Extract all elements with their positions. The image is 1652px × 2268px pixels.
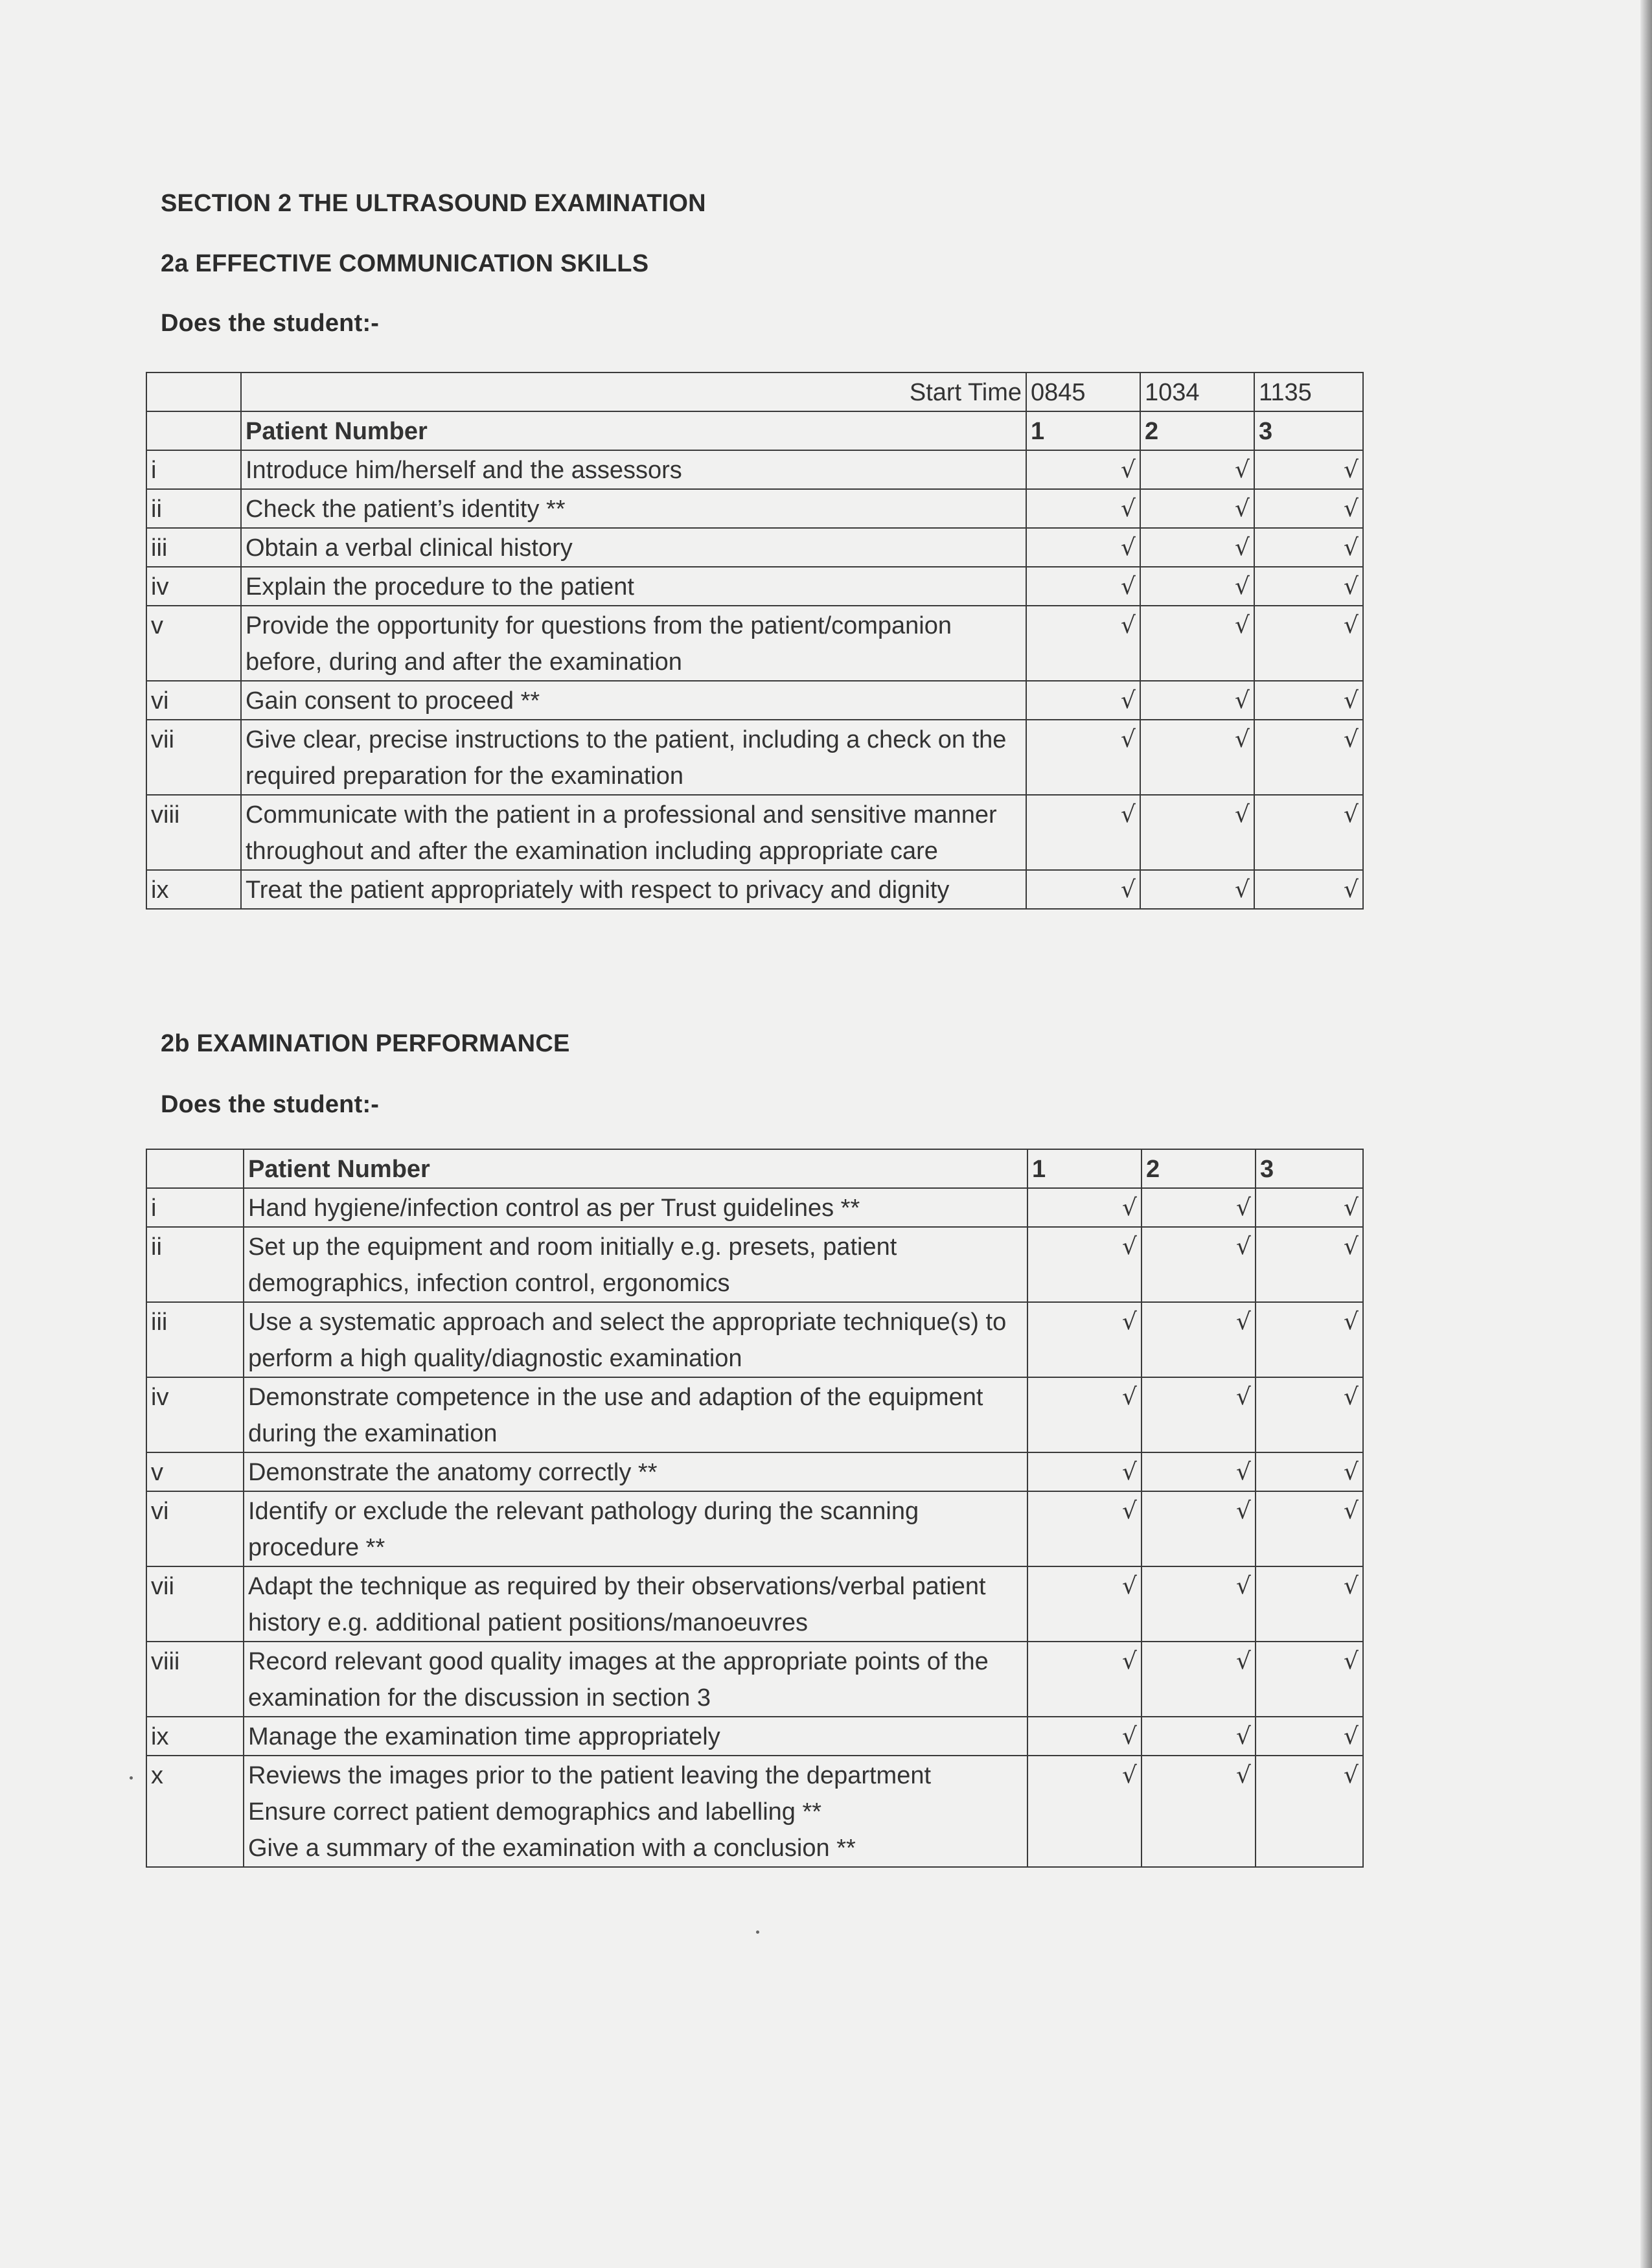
check-mark: √ [1256,1227,1363,1302]
check-mark: √ [1027,1377,1141,1452]
check-mark: √ [1254,681,1363,720]
criterion-text: Manage the examination time appropriately [244,1717,1027,1756]
check-mark: √ [1141,1377,1256,1452]
check-mark: √ [1026,795,1140,870]
check-mark: √ [1141,1302,1256,1377]
criterion-text: Set up the equipment and room initially e.g. presets, patient demographics, infection control, ergonomics [244,1227,1027,1302]
check-mark: √ [1026,681,1140,720]
criterion-subline: Ensure correct patient demographics and labelling ** [248,1798,822,1826]
row-number: iii [146,528,241,567]
criterion-text: Demonstrate the anatomy correctly ** [244,1452,1027,1491]
criterion-text: Hand hygiene/infection control as per Trust guidelines ** [244,1188,1027,1227]
blank-cell [146,411,241,450]
check-mark: √ [1254,606,1363,681]
criterion-text: Demonstrate competence in the use and adaption of the equipment during the examination [244,1377,1027,1452]
patient-number-row [146,411,1363,450]
check-mark: √ [1256,1756,1363,1867]
criterion-row [146,1188,1363,1227]
check-mark: √ [1026,489,1140,528]
check-mark: √ [1141,1227,1256,1302]
patient-number-3: 3 [1256,1149,1363,1188]
patient-number-2: 2 [1140,411,1254,450]
criterion-row [146,1491,1363,1566]
start-time-3: 1135 [1254,372,1363,411]
check-mark: √ [1140,681,1254,720]
check-mark: √ [1256,1717,1363,1756]
row-number: iv [146,567,241,606]
check-mark: √ [1256,1491,1363,1566]
patient-number-label: Patient Number [244,1149,1027,1188]
check-mark: √ [1140,567,1254,606]
check-mark: √ [1026,720,1140,795]
check-mark: √ [1140,870,1254,909]
blank-cell [146,372,241,411]
check-mark: √ [1141,1188,1256,1227]
criterion-text: Obtain a verbal clinical history [241,528,1026,567]
check-mark: √ [1027,1642,1141,1717]
row-number: x [146,1756,244,1867]
stray-mark [130,1776,133,1780]
criterion-text: Give clear, precise instructions to the patient, including a check on the required preparation for the examination [241,720,1026,795]
criterion-cell [244,1756,1027,1867]
part-a-prompt: Does the student:- [161,310,380,337]
criterion-text: Use a systematic approach and select the appropriate technique(s) to perform a high quality/diagnostic examination [244,1302,1027,1377]
criterion-row [146,528,1363,567]
check-mark: √ [1140,489,1254,528]
part-a-title: 2a EFFECTIVE COMMUNICATION SKILLS [161,250,649,277]
criterion-row [146,1302,1363,1377]
criterion-text: Communicate with the patient in a professional and sensitive manner throughout and after the examination including appropriate care [241,795,1026,870]
check-mark: √ [1141,1491,1256,1566]
row-number: vi [146,1491,244,1566]
check-mark: √ [1141,1642,1256,1717]
criterion-row [146,1566,1363,1642]
page-edge-shadow [1640,0,1652,2268]
criterion-text: Provide the opportunity for questions from the patient/companion before, during and after the examination [241,606,1026,681]
row-number: viii [146,1642,244,1717]
part-b-prompt: Does the student:- [161,1091,380,1118]
criterion-text: Adapt the technique as required by their observations/verbal patient history e.g. additional patient positions/manoeuvres [244,1566,1027,1642]
criterion-row [146,567,1363,606]
row-number: iv [146,1377,244,1452]
criterion-text: Identify or exclude the relevant pathology during the scanning procedure ** [244,1491,1027,1566]
check-mark: √ [1027,1188,1141,1227]
row-number: v [146,1452,244,1491]
criterion-text: Explain the procedure to the patient [241,567,1026,606]
criterion-row [146,795,1363,870]
criterion-text: Treat the patient appropriately with respect to privacy and dignity [241,870,1026,909]
row-number: iii [146,1302,244,1377]
criterion-row [146,1756,1363,1867]
part-b-title: 2b EXAMINATION PERFORMANCE [161,1030,570,1057]
criterion-text: Record relevant good quality images at the appropriate points of the examination for the discussion in section 3 [244,1642,1027,1717]
row-number: ix [146,870,241,909]
check-mark: √ [1140,720,1254,795]
check-mark: √ [1256,1377,1363,1452]
criterion-text: Check the patient’s identity ** [241,489,1026,528]
start-time-row [146,372,1363,411]
check-mark: √ [1140,795,1254,870]
examination-performance-table [146,1149,1364,1868]
stray-mark [756,1930,759,1934]
start-time-1: 0845 [1026,372,1140,411]
start-time-label: Start Time [241,372,1026,411]
check-mark: √ [1256,1302,1363,1377]
check-mark: √ [1027,1566,1141,1642]
criterion-text: Reviews the images prior to the patient leaving the department [248,1762,932,1789]
blank-cell [146,1149,244,1188]
check-mark: √ [1026,567,1140,606]
row-number: viii [146,795,241,870]
check-mark: √ [1140,450,1254,489]
criterion-row [146,606,1363,681]
check-mark: √ [1141,1756,1256,1867]
check-mark: √ [1027,1452,1141,1491]
patient-number-3: 3 [1254,411,1363,450]
check-mark: √ [1256,1566,1363,1642]
check-mark: √ [1140,528,1254,567]
communication-skills-table [146,372,1364,910]
criterion-row [146,681,1363,720]
criterion-subline: Give a summary of the examination with a conclusion ** [248,1835,856,1862]
row-number: vii [146,1566,244,1642]
criterion-text: Gain consent to proceed ** [241,681,1026,720]
row-number: ii [146,489,241,528]
check-mark: √ [1026,528,1140,567]
check-mark: √ [1141,1566,1256,1642]
check-mark: √ [1026,450,1140,489]
row-number: v [146,606,241,681]
criterion-row [146,1642,1363,1717]
check-mark: √ [1254,720,1363,795]
start-time-2: 1034 [1140,372,1254,411]
row-number: i [146,1188,244,1227]
check-mark: √ [1140,606,1254,681]
check-mark: √ [1027,1227,1141,1302]
check-mark: √ [1026,606,1140,681]
section-title: SECTION 2 THE ULTRASOUND EXAMINATION [161,190,706,217]
patient-number-1: 1 [1026,411,1140,450]
criterion-row [146,1452,1363,1491]
check-mark: √ [1027,1491,1141,1566]
check-mark: √ [1254,528,1363,567]
check-mark: √ [1027,1756,1141,1867]
check-mark: √ [1256,1452,1363,1491]
patient-number-row [146,1149,1363,1188]
criterion-row [146,1717,1363,1756]
check-mark: √ [1026,870,1140,909]
criterion-row [146,489,1363,528]
check-mark: √ [1254,489,1363,528]
check-mark: √ [1254,795,1363,870]
criterion-row [146,720,1363,795]
criterion-row [146,450,1363,489]
check-mark: √ [1256,1188,1363,1227]
row-number: vi [146,681,241,720]
check-mark: √ [1027,1302,1141,1377]
row-number: ii [146,1227,244,1302]
check-mark: √ [1027,1717,1141,1756]
check-mark: √ [1254,450,1363,489]
check-mark: √ [1256,1642,1363,1717]
check-mark: √ [1141,1717,1256,1756]
criterion-text: Introduce him/herself and the assessors [241,450,1026,489]
patient-number-2: 2 [1141,1149,1256,1188]
check-mark: √ [1141,1452,1256,1491]
criterion-row [146,870,1363,909]
row-number: vii [146,720,241,795]
check-mark: √ [1254,567,1363,606]
row-number: i [146,450,241,489]
check-mark: √ [1254,870,1363,909]
criterion-row [146,1227,1363,1302]
row-number: ix [146,1717,244,1756]
criterion-row [146,1377,1363,1452]
patient-number-label: Patient Number [241,411,1026,450]
patient-number-1: 1 [1027,1149,1141,1188]
